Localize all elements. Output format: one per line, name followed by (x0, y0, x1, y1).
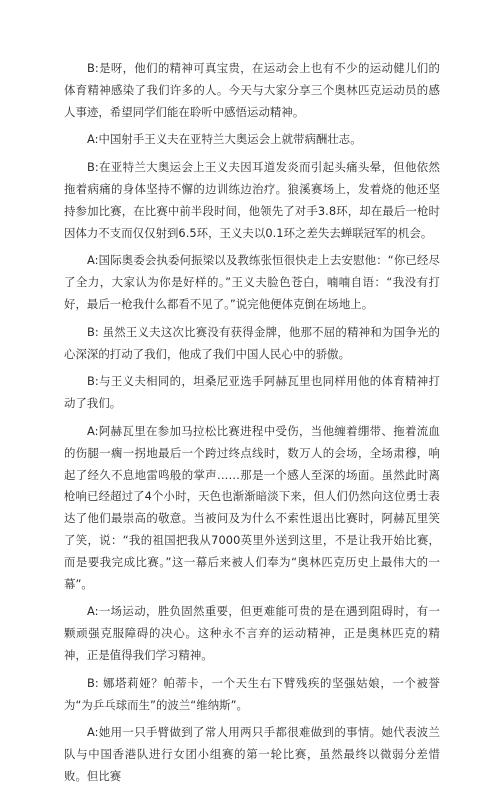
paragraph-1: B:是呀，他们的精神可真宝贵，在运动会上也有不少的运动健儿们的体育精神感染了我们许多的人。今天与大家分享三个奥林匹克运动员的感人事迹，希望同学们能在聆听中感悟运动精神。 (64, 61, 440, 119)
paragraph-9: B: 娜塔莉娅？帕蒂卡，一个天生右下臂残疾的坚强姑娘，一个被誉为“为乒乓球而生”的波兰“维纳斯”。 (64, 675, 440, 712)
document-body (64, 58, 440, 794)
paragraph-10: A:她用一只手臂做到了常人用两只手都很难做到的事情。她代表波兰队与中国香港队进行女团小组赛的第一轮比赛，虽然最终以微弱分差惜败。但比赛 (64, 725, 440, 783)
paragraph-8: A:一场运动，胜负固然重要，但更难能可贵的是在遇到阻碍时，有一颗顽强克服障碍的决心。这种永不言弃的运动精神，正是奥林匹克的精神，正是值得我们学习精神。 (64, 604, 440, 662)
paragraph-6: B:与王义夫相同的，坦桑尼亚选手阿赫瓦里也同样用他的体育精神打动了我们。 (64, 374, 440, 411)
paragraph-2: A:中国射手王义夫在亚特兰大奥运会上就带病酬壮志。 (87, 132, 362, 147)
paragraph-3: B:在亚特兰大奥运会上王义夫因耳道发炎而引起头痛头晕，但他依然拖着病痛的身体坚持不懈的边训练边治疗。狼溪赛场上，发着烧的他还坚持参加比赛，在比赛中前半段时间，他领先了对手3.8环，却在最后一枪时因体力不支而仅仅射到6.5环，王义夫以0.1环之差失去蝉联冠军的机会。 (64, 160, 440, 240)
paragraph-7: A:阿赫瓦里在参加马拉松比赛进程中受伤，当他缠着绷带、拖着流血的伤腿一瘸一拐地最后一个跨过终点线时，数万人的会场，全场肃穆，响起了经久不息地雷鸣般的掌声……那是一个感人至深的场面。虽然此时离枪响已经超过了4个小时，天色也渐渐暗淡下来，但人们仍然向这位勇士表达了他们最崇高的敬意。当被问及为什么不索性退出比赛时，阿赫瓦里笑了笑，说：“我的祖国把我从7000英里外送到这里，不是让我开始比赛，而是要我完成比赛。”这一幕后来被人们奉为“奥林匹克历史上最伟大的一幕”。 (64, 423, 440, 591)
paragraph-5: B: 虽然王义夫这次比赛没有获得金牌，他那不屈的精神和为国争光的心深深的打动了我们，他成了我们中国人民心中的骄傲。 (64, 324, 440, 361)
paragraph-4: A:国际奥委会执委何振梁以及教练张恒很快走上去安慰他：“你已经尽了全力，大家认为你是好样的。”王义夫脸色苍白，喃喃自语：“我没有打好，最后一枪我什么都看不见了。”说完他便体克倒在场地上。 (64, 253, 440, 311)
